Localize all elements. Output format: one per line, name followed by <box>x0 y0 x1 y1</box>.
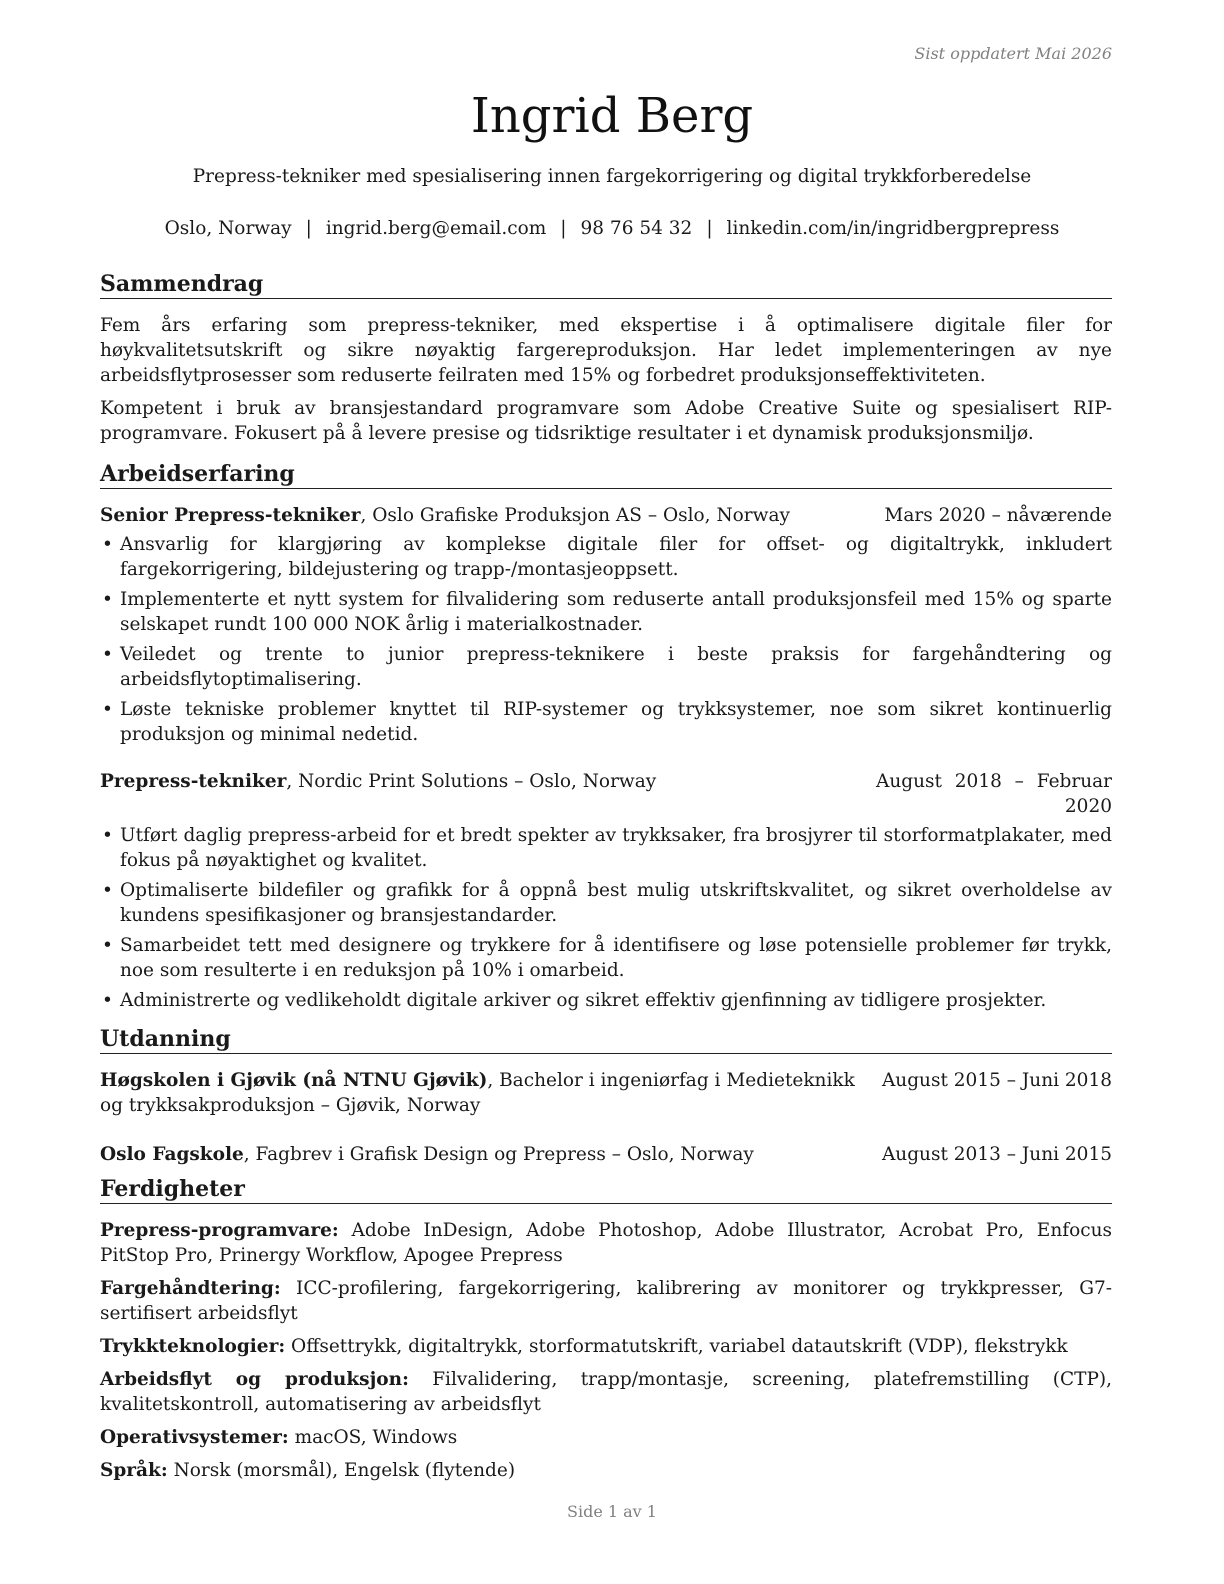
skill-line <box>100 1458 1112 1483</box>
job-company: , Oslo Grafiske Produksjon AS – Oslo, Norway <box>360 505 790 526</box>
education-dates: August 2015 – Juni 2018 <box>881 1070 1112 1091</box>
skill-value: Norsk (morsmål), Engelsk (flytende) <box>167 1460 516 1481</box>
job-entry <box>100 503 1112 747</box>
skill-label: Arbeidsflyt og produksjon: <box>100 1369 409 1390</box>
skill-value: Offsettrykk, digitaltrykk, storformatutskrift, variabel datautskrift (VDP), flekstrykk <box>285 1336 1068 1357</box>
resume-body <box>100 270 1112 1491</box>
candidate-name: Ingrid Berg <box>470 88 754 144</box>
job-dates: Mars 2020 – nåværende <box>884 505 1112 526</box>
last-updated: Sist oppdatert Mai 2026 <box>914 44 1112 63</box>
job-company: , Nordic Print Solutions – Oslo, Norway <box>286 771 657 792</box>
education-detail: , Fagbrev i Grafisk Design og Prepress – Oslo, Norway <box>243 1144 754 1165</box>
job-dates: August 2018 – Februar 2020 <box>876 771 1112 817</box>
contact-line <box>0 218 1224 239</box>
job-entry <box>100 769 1112 1013</box>
job-bullet: • Ansvarlig for klargjøring av komplekse digitale filer for offset- og digitaltrykk, inkludert fargekorrigering, bildejustering og trapp-/montasjeoppsett. <box>100 532 1112 582</box>
skill-value: Filvalidering, trapp/montasje, screening, platefremstilling (CTP), kvalitetskontroll, automatisering av arbeidsflyt <box>100 1369 1112 1415</box>
skill-label: Språk: <box>100 1460 168 1481</box>
job-bullet: • Løste tekniske problemer knyttet til RIP-systemer og trykksystemer, noe som sikret kontinuerlig produksjon og minimal nedetid. <box>100 697 1112 747</box>
education-entry <box>100 1142 1112 1167</box>
summary-paragraph: Kompetent i bruk av bransjestandard programvare som Adobe Creative Suite og spesialisert RIP-programvare. Fokusert på å levere presise og tidsriktige resultater i et dynamisk produksjonsmiljø. <box>100 398 1112 444</box>
job-bullet: • Samarbeidet tett med designere og trykkere for å identifisere og løse potensielle problemer før trykk, noe som resulterte i en reduksjon på 10% i omarbeid. <box>100 933 1112 983</box>
job-bullet: • Veiledet og trente to junior prepress-teknikere i beste praksis for fargehåndtering og arbeidsflytoptimalisering. <box>100 642 1112 692</box>
contact-separator: | <box>706 218 713 239</box>
skill-label: Prepress-programvare: <box>100 1220 339 1241</box>
contact-location: Oslo, Norway <box>164 218 292 239</box>
skill-label: Trykkteknologier: <box>100 1336 286 1357</box>
section-title-experience: Arbeidserfaring <box>100 460 1112 489</box>
education-entry <box>100 1068 1112 1118</box>
education-detail: , Bachelor i ingeniørfag i Medieteknikk og trykksakproduksjon – Gjøvik, Norway <box>100 1070 855 1116</box>
skill-line <box>100 1425 1112 1450</box>
section-title-summary: Sammendrag <box>100 270 1112 299</box>
job-role: Prepress-tekniker <box>100 771 287 792</box>
skill-line <box>100 1276 1112 1326</box>
skill-value: Adobe InDesign, Adobe Photoshop, Adobe Illustrator, Acrobat Pro, Enfocus PitStop Pro, Prinergy Workflow, Apogee Prepress <box>100 1220 1112 1266</box>
page-number: Side 1 av 1 <box>567 1502 657 1521</box>
skill-line <box>100 1334 1112 1359</box>
contact-email[interactable]: ingrid.berg@email.com <box>325 218 547 239</box>
job-role: Senior Prepress-tekniker <box>100 505 361 526</box>
skill-label: Fargehåndtering: <box>100 1278 281 1299</box>
skills-section <box>100 1175 1112 1483</box>
skill-line <box>100 1218 1112 1268</box>
contact-linkedin[interactable]: linkedin.com/in/ingridbergprepress <box>726 218 1060 239</box>
tagline: Prepress-tekniker med spesialisering innen fargekorrigering og digital trykkforberedelse <box>192 166 1032 187</box>
education-dates: August 2013 – Juni 2015 <box>881 1144 1112 1165</box>
section-title-skills: Ferdigheter <box>100 1175 1112 1204</box>
job-bullet: • Optimaliserte bildefiler og grafikk for å oppnå best mulig utskriftskvalitet, og sikret overholdelse av kundens spesifikasjoner og bransjestandarder. <box>100 878 1112 928</box>
education-section <box>100 1025 1112 1167</box>
job-bullet: • Implementerte et nytt system for filvalidering som reduserte antall produksjonsfeil med 15% og sparte selskapet rundt 100 000 NOK årlig i materialkostnader. <box>100 587 1112 637</box>
experience-section <box>100 460 1112 1013</box>
skill-label: Operativsystemer: <box>100 1427 289 1448</box>
job-bullet: • Administrerte og vedlikeholdt digitale arkiver og sikret effektiv gjenfinning av tidligere prosjekter. <box>100 988 1112 1013</box>
education-school: Høgskolen i Gjøvik (nå NTNU Gjøvik) <box>100 1070 488 1091</box>
skill-line <box>100 1367 1112 1417</box>
contact-separator: | <box>305 218 312 239</box>
summary-paragraph: Fem års erfaring som prepress-tekniker, med ekspertise i å optimalisere digitale filer for høykvalitetsutskrift og sikre nøyaktig fargereproduksjon. Har ledet implementeringen av nye arbeidsflytprosesser som reduserte feilraten med 15% og forbedret produksjonseffektiviteten. <box>100 315 1112 386</box>
skill-value: ICC-profilering, fargekorrigering, kalibrering av monitorer og trykkpresser, G7-sertifisert arbeidsflyt <box>100 1278 1112 1324</box>
summary-section <box>100 270 1112 446</box>
job-bullet: • Utført daglig prepress-arbeid for et bredt spekter av trykksaker, fra brosjyrer til storformatplakater, med fokus på nøyaktighet og kvalitet. <box>100 823 1112 873</box>
contact-phone: 98 76 54 32 <box>580 218 693 239</box>
skill-value: macOS, Windows <box>288 1427 458 1448</box>
section-title-education: Utdanning <box>100 1025 1112 1054</box>
contact-separator: | <box>560 218 567 239</box>
education-school: Oslo Fagskole <box>100 1144 244 1165</box>
